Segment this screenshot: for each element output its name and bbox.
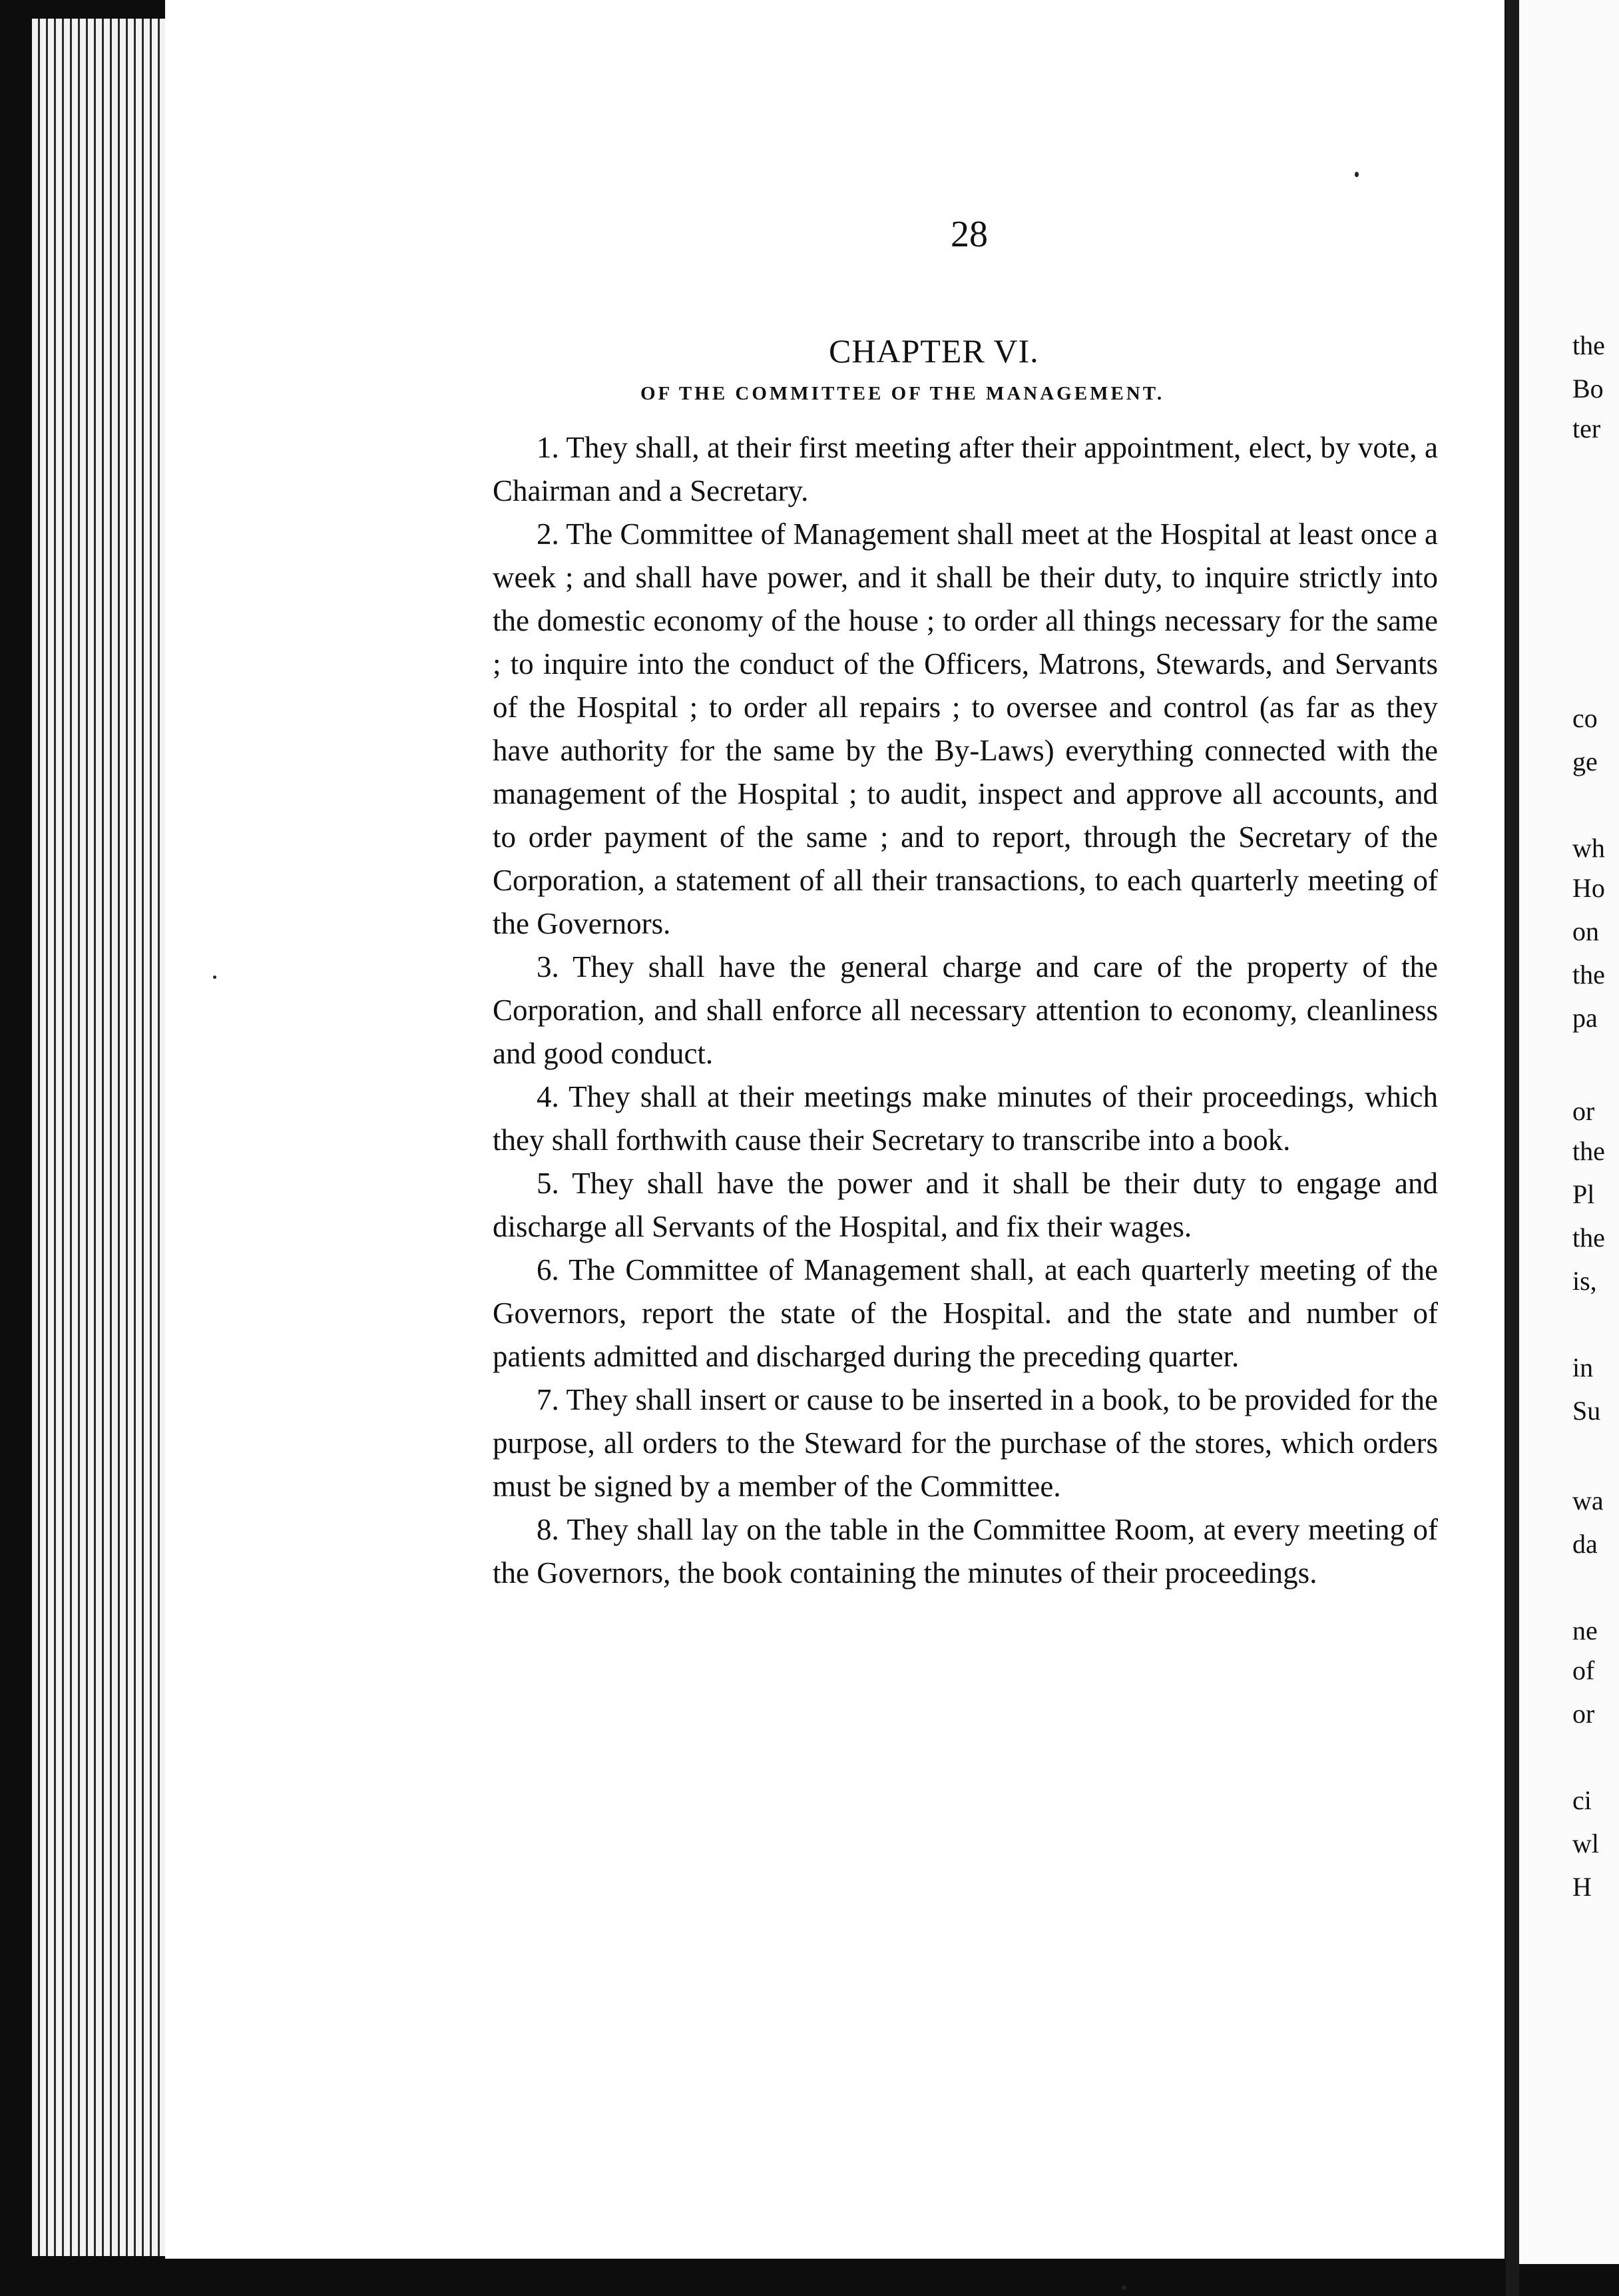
facing-line: co <box>1572 703 1598 733</box>
section-title: OF THE COMMITTEE OF THE MANAGEMENT. <box>640 383 1165 404</box>
facing-line: on <box>1572 916 1599 946</box>
facing-line: the <box>1572 1136 1605 1166</box>
paragraph-8: 8. They shall lay on the table in the Committee Room, at every meeting of the Governors, the book containing the minutes of their proceedings. <box>493 1513 1438 1589</box>
facing-line: Ho <box>1572 873 1605 903</box>
facing-line: Su <box>1572 1396 1601 1426</box>
book-page-edges <box>32 19 165 2256</box>
facing-line: ge <box>1572 746 1598 776</box>
paragraph-1: 1. They shall, at their first meeting after their appointment, elect, by vote, a Chairman and a Secretary. <box>493 431 1438 507</box>
facing-line: Bo <box>1572 374 1604 404</box>
chapter-title: CHAPTER VI. <box>829 332 1039 370</box>
page-number: 28 <box>951 214 988 255</box>
facing-line: is, <box>1572 1266 1597 1296</box>
facing-line: or <box>1572 1096 1595 1126</box>
paper-speck <box>1122 2285 1126 2290</box>
facing-line: wl <box>1572 1829 1599 1859</box>
facing-page-fragment <box>1519 0 1619 2264</box>
facing-line: the <box>1572 960 1605 990</box>
chapter-body <box>493 426 1438 1595</box>
facing-line: the <box>1572 1223 1605 1253</box>
facing-line: pa <box>1572 1003 1598 1033</box>
facing-line: ne <box>1572 1615 1598 1645</box>
facing-line: the <box>1572 330 1605 360</box>
paragraph-3: 3. They shall have the general charge and care of the property of the Corporation, and shall enforce all necessary attention to economy, cleanliness and good conduct. <box>493 950 1438 1070</box>
facing-line: of <box>1572 1655 1595 1685</box>
paragraph-4: 4. They shall at their meetings make minutes of their proceedings, which they shall forthwith cause their Secretary to transcribe into a book. <box>493 1080 1438 1157</box>
facing-line: wh <box>1572 833 1605 863</box>
book-gutter <box>1506 0 1519 2296</box>
paragraph-7: 7. They shall insert or cause to be inserted in a book, to be provided for the purpose, all orders to the Steward for the purchase of the stores, which orders must be signed by a member of the Committee. <box>493 1383 1438 1503</box>
facing-line: ci <box>1572 1785 1592 1815</box>
facing-line: wa <box>1572 1486 1604 1516</box>
facing-line: H <box>1572 1872 1592 1902</box>
facing-line: Pl <box>1572 1179 1595 1209</box>
facing-line: ter <box>1572 414 1601 443</box>
facing-line: da <box>1572 1529 1598 1559</box>
facing-line: in <box>1572 1352 1594 1382</box>
paper-speck <box>1355 172 1359 177</box>
paragraph-2: 2. The Committee of Management shall meet at the Hospital at least once a week ; and shall have power, and it shall be their duty, to inquire strictly into the domestic economy of the house ; to order all things necessary for the same ; to inquire into the conduct of the Officers, Matrons, Stewards, and Servants of the Hospital ; to order all repairs ; to oversee and control (as far as they have authority for the same by the By-Laws) everything connected with the management of the Hospital ; to audit, inspect and approve all accounts, and to order payment of the same ; and to report, through the Secretary of the Corporation, a statement of all their transactions, to each quarterly meeting of the Governors. <box>493 517 1438 940</box>
facing-line: or <box>1572 1699 1595 1729</box>
paragraph-6: 6. The Committee of Management shall, at each quarterly meeting of the Governors, report the state of the Hospital. and the state and number of patients admitted and discharged during the preceding quarter. <box>493 1253 1438 1373</box>
paper-speck <box>213 976 216 979</box>
paragraph-5: 5. They shall have the power and it shall be their duty to engage and discharge all Servants of the Hospital, and fix their wages. <box>493 1167 1438 1243</box>
